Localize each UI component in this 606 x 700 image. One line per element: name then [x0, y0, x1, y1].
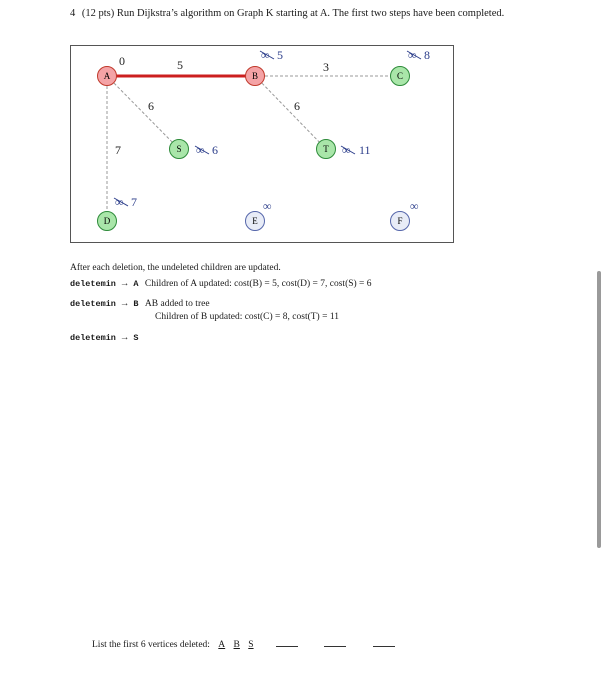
answer-filled: [218, 640, 262, 650]
node-f: [391, 212, 410, 231]
node-b-label: B: [251, 71, 259, 81]
step-1-line-1: Children of A updated: cost(B) = 5, cost(D) = 7, cost(S) = 6: [144, 279, 372, 289]
answer-slot-1[interactable]: A: [218, 640, 226, 650]
vertical-scrollbar[interactable]: [597, 271, 601, 548]
cost-t-old: ∞: [342, 143, 351, 157]
node-c: [391, 67, 410, 86]
cost-b: [260, 48, 283, 62]
cost-s: [195, 143, 218, 157]
step-3-cmd: deletemin: [70, 333, 116, 343]
question-text: [70, 7, 540, 21]
cost-a: 0: [119, 54, 125, 68]
cost-c-new: 8: [424, 48, 430, 62]
step-2-cmd: deletemin: [70, 299, 116, 309]
step-1-cmd: deletemin: [70, 279, 116, 289]
cost-t-new: 11: [359, 143, 371, 157]
node-d: [98, 212, 117, 231]
node-s-label: S: [176, 144, 182, 154]
cost-b-old: ∞: [261, 48, 270, 62]
step-1-arrow: →: [119, 279, 130, 289]
answer-slot-4[interactable]: [276, 636, 298, 647]
node-d-label: D: [103, 216, 111, 226]
node-c-label: C: [396, 71, 404, 81]
edge-weight-b-t: 6: [294, 99, 300, 113]
edge-weight-a-d: 7: [115, 143, 121, 157]
step-2-vertex: B: [133, 299, 139, 309]
edge-a-s: [107, 76, 179, 149]
step-2-arrow: →: [119, 299, 130, 309]
cost-d: [114, 195, 137, 209]
cost-e: ∞: [263, 199, 272, 213]
step-3: [70, 332, 139, 345]
node-a: [98, 67, 117, 86]
edge-weight-b-c: 3: [323, 60, 329, 74]
answer-prompt: List the first 6 vertices deleted:: [92, 640, 210, 650]
graph-k-figure: [70, 45, 454, 243]
step-2-line-2: Children of B updated: cost(C) = 8, cost(T) = 11: [155, 312, 339, 322]
node-t-label: T: [323, 144, 329, 154]
cost-b-new: 5: [277, 48, 283, 62]
cost-c: [407, 48, 430, 62]
step-2: [70, 298, 210, 311]
answer-slot-2[interactable]: B: [233, 640, 240, 650]
answer-slot-5[interactable]: [324, 636, 346, 647]
node-e: [246, 212, 265, 231]
step-1: [70, 278, 372, 291]
step-3-vertex: S: [133, 333, 139, 343]
answer-slot-3[interactable]: S: [248, 640, 254, 650]
graph-svg: [71, 46, 455, 244]
cost-s-old: ∞: [196, 143, 205, 157]
cost-t: [341, 143, 371, 157]
node-a-label: A: [103, 71, 111, 81]
question-prompt: (12 pts) Run Dijkstra’s algorithm on Graph K starting at A. The first two steps have been completed.: [81, 8, 505, 19]
answer-blanks: [276, 640, 419, 650]
cost-c-old: ∞: [408, 48, 417, 62]
cost-d-old: ∞: [115, 195, 124, 209]
answer-line: [92, 636, 419, 650]
node-e-label: E: [252, 216, 258, 226]
node-b: [246, 67, 265, 86]
node-f-label: F: [397, 216, 403, 226]
cost-f: ∞: [410, 199, 419, 213]
edge-weight-a-b: 5: [177, 58, 183, 72]
answer-slot-6[interactable]: [373, 636, 395, 647]
cost-s-new: 6: [212, 143, 218, 157]
edge-b-t: [255, 76, 326, 149]
step-3-arrow: →: [119, 333, 130, 343]
step-1-vertex: A: [133, 279, 139, 289]
node-t: [317, 140, 336, 159]
cost-d-new: 7: [131, 195, 137, 209]
question-number: 4: [70, 8, 76, 19]
node-s: [170, 140, 189, 159]
edge-weight-a-s: 6: [148, 99, 154, 113]
step-2-line-1: AB added to tree: [144, 299, 210, 309]
steps-intro: After each deletion, the undeleted children are updated.: [70, 263, 281, 273]
